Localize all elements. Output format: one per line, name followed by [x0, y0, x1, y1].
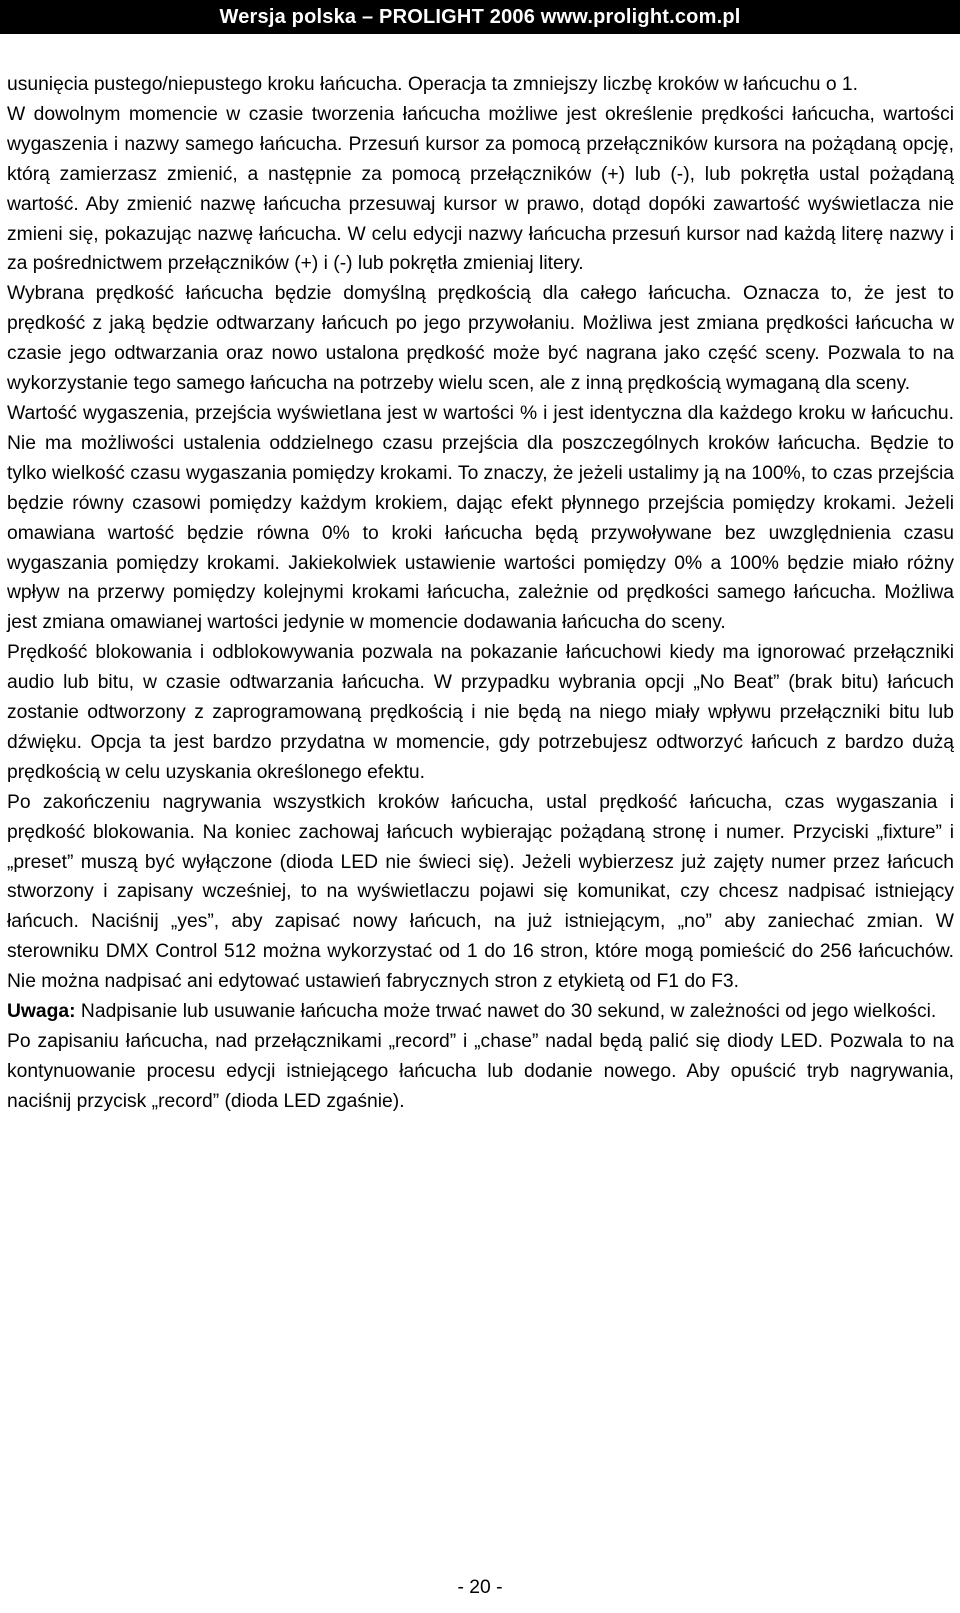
paragraph-after-saving: Po zapisaniu łańcucha, nad przełącznikami „record” i „chase” nadal będą palić się diody LED. Pozwala to na kontynuowanie procesu edycji istniejącego łańcucha lub dodanie nowego. Aby opuścić tryb nagrywania, naciśnij przycisk „record” (dioda LED zgaśnie). [7, 1031, 954, 1112]
paragraph-chase-parameters: W dowolnym momencie w czasie tworzenia łańcucha możliwe jest określenie prędkości łańcucha, wartości wygaszenia i nazwy samego łańcucha. Przesuń kursor za pomocą przełączników kursora na pożądaną opcję, którą zamierzasz zmienić, a następnie za pomocą przełączników (+) lub (-), lub pokrętła ustal pożądaną wartość. Aby zmienić nazwę łańcucha przesuwaj kursor w prawo, dotąd dopóki zawartość wyświetlacza nie zmieni się, pokazując nazwę łańcucha. W celu edycji nazwy łańcucha przesuń kursor nad każdą literę nazwy i za pośrednictwem przełączników (+) i (-) lub pokrętła zmieniaj litery. [7, 103, 954, 275]
header-title: Wersja polska – PROLIGHT 2006 www.prolight.com.pl [219, 6, 741, 28]
paragraph-saving-chase: Po zakończeniu nagrywania wszystkich kroków łańcucha, ustal prędkość łańcucha, czas wygaszania i prędkość blokowania. Na koniec zachowaj łańcuch wybierając pożądaną stronę i numer. Przyciski „fixture” i „preset” muszą być wyłączone (dioda LED nie świeci się). Jeżeli wybierzesz już zajęty numer przez łańcuch stworzony i zapisany wcześniej, to na wyświetlaczu pojawi się komunikat, czy chcesz nadpisać istniejący łańcuch. Naciśnij „yes”, aby zapisać nowy łańcuch, na już istniejącym, „no” aby zaniechać zmian. W sterowniku DMX Control 512 można wykorzystać od 1 do 16 stron, które mogą pomieścić do 256 łańcuchów. Nie można nadpisać ani edytować ustawień fabrycznych stron z etykietą od F1 do F3. [7, 791, 954, 993]
warning-label: Uwaga: [7, 1001, 76, 1023]
paragraph-chase-speed: Wybrana prędkość łańcucha będzie domyślną prędkością dla całego łańcucha. Oznacza to, że jest to prędkość z jaką będzie odtwarzany łańcuch po jego przywołaniu. Możliwa jest zmiana prędkości łańcucha w czasie jego odtwarzania oraz nowo ustalona prędkość może być nagrana jako część sceny. Pozwala to na wykorzystanie tego samego łańcucha na potrzeby wielu scen, ale z inną prędkością wymaganą dla sceny. [7, 283, 954, 395]
page-footer [0, 1575, 960, 1601]
paragraph-fade-value: Wartość wygaszenia, przejścia wyświetlana jest w wartości % i jest identyczna dla każdego kroku w łańcuchu. Nie ma możliwości ustalenia oddzielnego czasu przejścia dla poszczególnych kroków łańcucha. Będzie to tylko wielkość czasu wygaszania pomiędzy krokami. To znaczy, że jeżeli ustalimy ją na 100%, to czas przejścia będzie równy czasowi pomiędzy każdym krokiem, dając efekt płynnego przejścia pomiędzy krokami. Jeżeli omawiana wartość będzie równa 0% to kroki łańcucha będą przywoływane bez uwzględnienia czasu wygaszania pomiędzy krokami. Jakiekolwiek ustawienie wartości pomiędzy 0% a 100% będzie miało różny wpływ na przerwy pomiędzy kolejnymi krokami łańcucha, zależnie od prędkości samego łańcucha. Możliwa jest zmiana omawianej wartości jedynie w momencie dodawania łańcucha do sceny. [7, 402, 954, 634]
paragraph-lock-speed: Prędkość blokowania i odblokowywania pozwala na pokazanie łańcuchowi kiedy ma ignorować przełączniki audio lub bitu, w czasie odtwarzania łańcucha. W przypadku wybrania opcji „No Beat” (brak bitu) łańcuch zostanie odtworzony z zaprogramowaną prędkością i nie będą na niego miały wpływu przełączniki bitu lub dźwięku. Opcja ta jest bardzo przydatna w momencie, gdy potrzebujesz odtworzyć łańcuch z bardzo dużą prędkością w celu uzyskania określonego efektu. [7, 642, 954, 783]
page-number: - 20 - [457, 1577, 503, 1598]
page-header [0, 0, 960, 34]
document-body [7, 70, 954, 1117]
paragraph-step-removal: usunięcia pustego/niepustego kroku łańcucha. Operacja ta zmniejszy liczbę kroków w łańcuchu o 1. [7, 74, 858, 95]
paragraph-warning [7, 997, 954, 1027]
warning-text: Nadpisanie lub usuwanie łańcucha może trwać nawet do 30 sekund, w zależności od jego wielkości. [75, 1001, 937, 1023]
